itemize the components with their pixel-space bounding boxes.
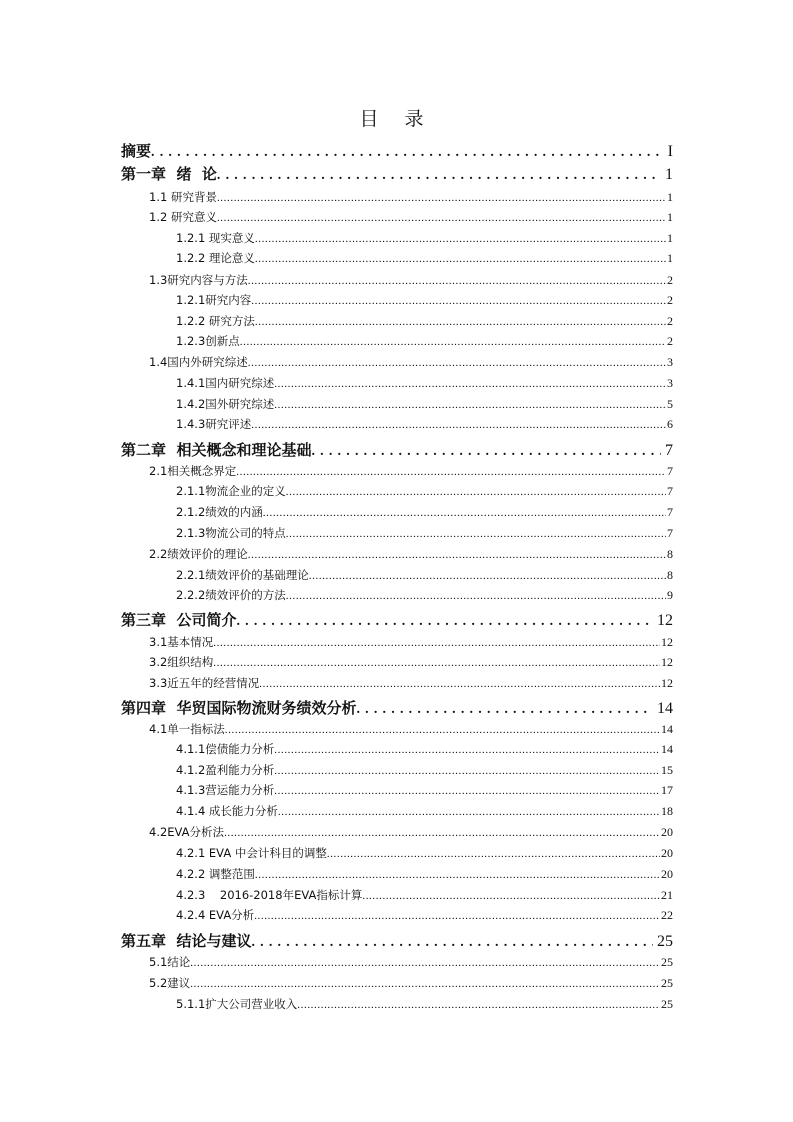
toc-page-number: 15 — [661, 763, 673, 777]
toc-page-number: 7 — [667, 526, 673, 540]
toc-entry-label: 4.2.2 调整范围 — [176, 867, 255, 881]
toc-leader-dots — [297, 997, 660, 1013]
toc-leader-dots — [286, 526, 666, 542]
toc-page-number: 12 — [661, 676, 673, 690]
toc-entry-label: 5.1结论 — [149, 955, 191, 969]
toc-page-number: I — [667, 143, 673, 160]
toc-entry-label: 1.2.2 理论意义 — [176, 251, 255, 265]
toc-entry-label: 4.1.4 成长能力分析 — [176, 804, 278, 818]
toc-subsection-entry[interactable] — [121, 587, 673, 603]
toc-subsection-entry[interactable] — [121, 782, 673, 798]
toc-entry-label: 2.1相关概念界定 — [149, 464, 237, 478]
toc-page-number: 25 — [661, 997, 673, 1011]
toc-subsection-entry[interactable] — [121, 333, 673, 349]
toc-page-number: 1 — [667, 251, 673, 265]
toc-page-number: 12 — [657, 612, 673, 629]
toc-subsection-entry[interactable] — [121, 525, 673, 541]
toc-subsection-entry[interactable] — [121, 845, 673, 861]
toc-leader-dots — [259, 676, 660, 692]
toc-leader-dots — [236, 612, 653, 632]
toc-section-entry[interactable] — [121, 634, 673, 650]
toc-section-entry[interactable] — [121, 954, 673, 970]
toc-subsection-entry[interactable] — [121, 907, 673, 923]
toc-entry-label: 1.2.1 现实意义 — [176, 231, 255, 245]
toc-leader-dots — [213, 635, 660, 651]
toc-chapter-entry[interactable] — [121, 164, 673, 184]
toc-page-number: 25 — [661, 955, 673, 969]
toc-leader-dots — [278, 804, 660, 820]
toc-leader-dots — [248, 355, 666, 371]
toc-leader-dots — [225, 722, 660, 738]
toc-subsection-entry[interactable] — [121, 996, 673, 1012]
toc-subsection-entry[interactable] — [121, 741, 673, 757]
toc-leader-dots — [274, 376, 666, 392]
toc-page-number: 20 — [661, 867, 673, 881]
toc-leader-dots — [190, 955, 660, 971]
toc-entry-label: 4.1.3营运能力分析 — [176, 783, 275, 797]
toc-entry-label: 1.2.2 研究方法 — [176, 314, 255, 328]
toc-leader-dots — [327, 846, 660, 862]
toc-chapter-entry[interactable] — [121, 141, 673, 161]
toc-page-number: 14 — [661, 722, 673, 736]
toc-entry-label: 4.1单一指标法 — [149, 722, 225, 736]
toc-entry-label: 第五章 结论与建议 — [121, 932, 252, 950]
toc-entry-label: 2.1.2绩效的内涵 — [176, 505, 263, 519]
toc-leader-dots — [217, 190, 666, 206]
toc-entry-label: 4.2.4 EVA分析 — [176, 908, 255, 922]
toc-subsection-entry[interactable] — [121, 396, 673, 412]
toc-entry-label: 第四章 华贸国际物流财务绩效分析 — [121, 699, 357, 717]
toc-entry-label: 2.1.1物流企业的定义 — [176, 484, 286, 498]
toc-leader-dots — [251, 417, 666, 433]
toc-subsection-entry[interactable] — [121, 504, 673, 520]
toc-leader-dots — [251, 293, 666, 309]
toc-entry-label: 2.2.1绩效评价的基础理论 — [176, 568, 309, 582]
toc-leader-dots — [255, 251, 666, 267]
toc-entry-label: 1.2 研究意义 — [149, 210, 217, 224]
toc-chapter-entry[interactable] — [121, 931, 673, 951]
toc-entry-label: 1.3研究内容与方法 — [149, 273, 248, 287]
toc-subsection-entry[interactable] — [121, 803, 673, 819]
toc-leader-dots — [240, 334, 666, 350]
toc-page-number: 22 — [661, 908, 673, 922]
toc-page-number: 5 — [667, 397, 673, 411]
toc-entry-label: 3.1基本情况 — [149, 635, 214, 649]
toc-entry-label: 第三章 公司简介 — [121, 611, 237, 629]
toc-subsection-entry[interactable] — [121, 375, 673, 391]
toc-leader-dots — [248, 547, 666, 563]
toc-page-number: 14 — [661, 742, 673, 756]
toc-entry-label: 1.4.3研究评述 — [176, 417, 252, 431]
toc-entry-label: 4.1.2盈利能力分析 — [176, 763, 275, 777]
toc-chapter-entry[interactable] — [121, 440, 673, 460]
toc-subsection-entry[interactable] — [121, 230, 673, 246]
toc-subsection-entry[interactable] — [121, 483, 673, 499]
toc-leader-dots — [274, 397, 666, 413]
toc-leader-dots — [263, 505, 666, 521]
toc-leader-dots — [251, 933, 653, 953]
toc-section-entry[interactable] — [121, 463, 673, 479]
toc-leader-dots — [286, 588, 666, 604]
toc-page-number: 25 — [661, 976, 673, 990]
toc-page-number: 8 — [667, 568, 673, 582]
toc-leader-dots — [217, 210, 666, 226]
toc-entry-label: 摘要 — [121, 142, 152, 160]
toc-section-entry[interactable] — [121, 721, 673, 737]
toc-page-number: 7 — [665, 442, 673, 459]
toc-entry-label: 3.3近五年的经营情况 — [149, 676, 260, 690]
toc-leader-dots — [224, 825, 660, 841]
toc-entry-label: 3.2组织结构 — [149, 655, 214, 669]
toc-title: 目 录 — [359, 108, 434, 130]
toc-page-number: 1 — [667, 190, 673, 204]
toc-section-entry[interactable] — [121, 209, 673, 225]
toc-entry-label: 1.4.2国外研究综述 — [176, 397, 275, 411]
toc-chapter-entry[interactable] — [121, 698, 673, 718]
toc-entry-label: 1.2.1研究内容 — [176, 293, 252, 307]
toc-page-number: 12 — [661, 655, 673, 669]
toc-leader-dots — [217, 166, 661, 186]
toc-leader-dots — [236, 464, 666, 480]
toc-page-number: 20 — [661, 825, 673, 839]
toc-page-number: 1 — [667, 210, 673, 224]
toc-page-number: 20 — [661, 846, 673, 860]
toc-subsection-entry[interactable] — [121, 567, 673, 583]
toc-page-number: 2 — [667, 273, 673, 287]
toc-entry-label: 2.1.3物流公司的特点 — [176, 526, 286, 540]
toc-leader-dots — [274, 763, 660, 779]
toc-leader-dots — [254, 908, 660, 924]
toc-page-number: 2 — [667, 293, 673, 307]
toc-entry-label: 第二章 相关概念和理论基础 — [121, 441, 312, 459]
toc-page-number: 1 — [667, 231, 673, 245]
toc-entry-label: 2.2.2绩效评价的方法 — [176, 588, 286, 602]
toc-section-entry[interactable] — [121, 675, 673, 691]
toc-leader-dots — [248, 273, 666, 289]
toc-leader-dots — [255, 231, 666, 247]
toc-entry-label: 1.2.3创新点 — [176, 334, 240, 348]
toc-leader-dots — [213, 655, 660, 671]
toc-section-entry[interactable] — [121, 189, 673, 205]
toc-leader-dots — [311, 442, 661, 462]
toc-entry-label: 第一章 绪 论 — [121, 165, 217, 183]
toc-leader-dots — [151, 143, 664, 163]
toc-page-number: 3 — [667, 355, 673, 369]
toc-section-entry[interactable] — [121, 546, 673, 562]
toc-entry-label: 4.1.1偿债能力分析 — [176, 742, 275, 756]
toc-section-entry[interactable] — [121, 824, 673, 840]
toc-entry-label: 2.2绩效评价的理论 — [149, 547, 248, 561]
toc-page-number: 8 — [667, 547, 673, 561]
toc-entry-label: 4.2.1 EVA 中会计科目的调整 — [176, 846, 327, 860]
toc-entry-label: 4.2.3 2016-2018年EVA指标计算 — [176, 888, 363, 902]
toc-section-entry[interactable] — [121, 654, 673, 670]
toc-leader-dots — [190, 976, 660, 992]
toc-page-number: 21 — [661, 888, 673, 902]
toc-chapter-entry[interactable] — [121, 610, 673, 630]
toc-page-number: 7 — [667, 484, 673, 498]
toc-entry-label: 1.1 研究背景 — [149, 190, 217, 204]
toc-leader-dots — [274, 783, 660, 799]
toc-subsection-entry[interactable] — [121, 866, 673, 882]
toc-page-number: 6 — [667, 417, 673, 431]
toc-leader-dots — [274, 742, 660, 758]
toc-page-number: 9 — [667, 588, 673, 602]
toc-leader-dots — [255, 867, 660, 883]
toc-leader-dots — [255, 314, 666, 330]
toc-entry-label: 4.2EVA分析法 — [149, 825, 225, 839]
toc-subsection-entry[interactable] — [121, 313, 673, 329]
toc-page-number: 2 — [667, 334, 673, 348]
toc-page-number: 14 — [657, 700, 673, 717]
toc-page-number: 25 — [657, 933, 673, 950]
toc-section-entry[interactable] — [121, 975, 673, 991]
toc-subsection-entry[interactable] — [121, 416, 673, 432]
toc-subsection-entry[interactable] — [121, 292, 673, 308]
toc-entry-label: 1.4.1国内研究综述 — [176, 376, 275, 390]
toc-entry-label: 5.1.1扩大公司营业收入 — [176, 997, 298, 1011]
toc-page-number: 1 — [665, 166, 673, 183]
toc-leader-dots — [309, 568, 666, 584]
toc-leader-dots — [362, 888, 660, 904]
toc-section-entry[interactable] — [121, 272, 673, 288]
toc-entry-label: 5.2建议 — [149, 976, 191, 990]
toc-page-number: 17 — [661, 783, 673, 797]
toc-subsection-entry[interactable] — [121, 250, 673, 266]
toc-leader-dots — [356, 700, 653, 720]
toc-leader-dots — [286, 484, 666, 500]
toc-page-number: 18 — [661, 804, 673, 818]
toc-page-number: 12 — [661, 635, 673, 649]
toc-subsection-entry[interactable] — [121, 762, 673, 778]
toc-subsection-entry[interactable] — [121, 887, 673, 903]
toc-page-number: 7 — [667, 505, 673, 519]
toc-page-number: 3 — [667, 376, 673, 390]
toc-page-number: 2 — [667, 314, 673, 328]
toc-page-number: 7 — [667, 464, 673, 478]
toc-section-entry[interactable] — [121, 354, 673, 370]
toc-entry-label: 1.4国内外研究综述 — [149, 355, 248, 369]
